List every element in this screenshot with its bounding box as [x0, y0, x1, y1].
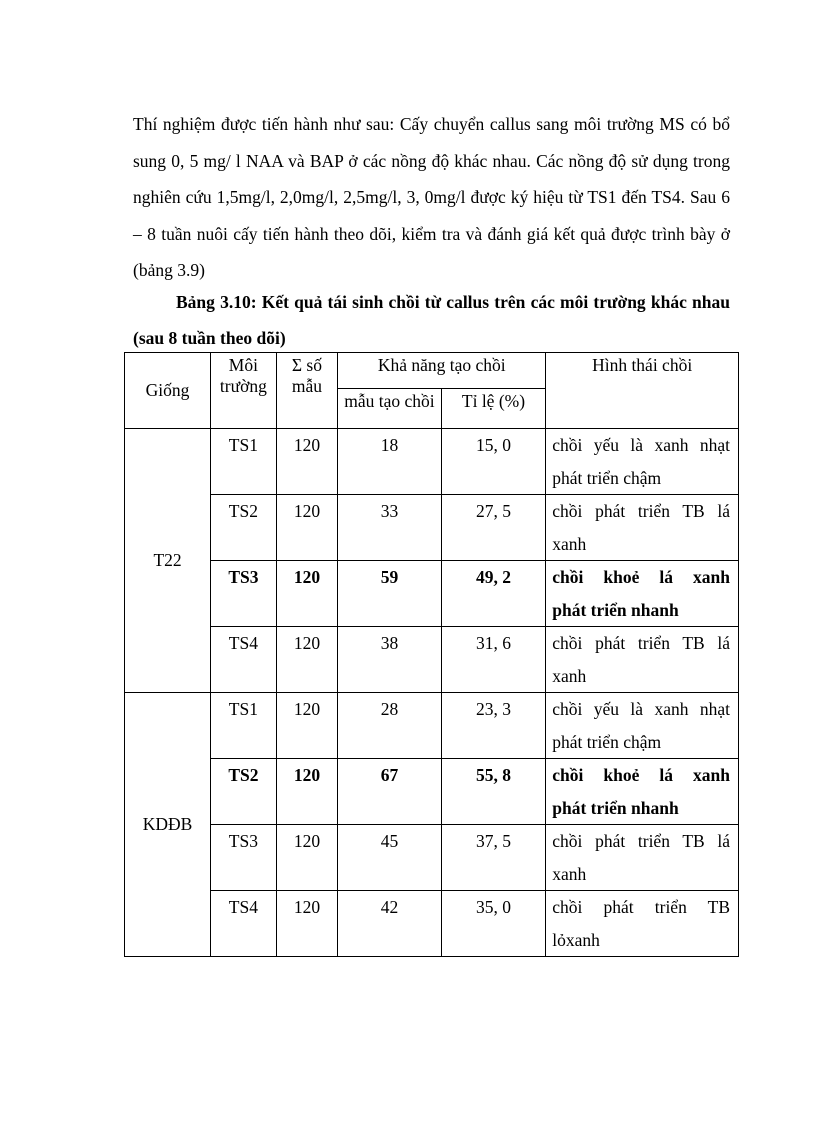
table-row	[125, 825, 739, 891]
cell-moi-truong: TS1	[211, 429, 277, 495]
hinh-thai-line1: chồi yếu là xanh nhạt	[552, 435, 730, 455]
header-hinh-thai: Hình thái chồi	[546, 353, 739, 429]
cell-mau-tao-choi: 28	[338, 693, 442, 759]
hinh-thai-line1: chồi phát triển TB lá	[552, 831, 730, 851]
cell-so-mau: 120	[276, 891, 338, 957]
results-table	[124, 352, 739, 957]
cell-moi-truong: TS1	[211, 693, 277, 759]
table-row-highlight	[125, 561, 739, 627]
cell-mau-tao-choi: 18	[338, 429, 442, 495]
table-row	[125, 891, 739, 957]
cell-mau-tao-choi: 45	[338, 825, 442, 891]
hinh-thai-line2: phát triển chậm	[552, 731, 662, 752]
cell-hinh-thai	[546, 561, 739, 627]
table-caption-text: Bảng 3.10: Kết quả tái sinh chồi từ callus trên các môi trường khác nhau (sau 8 tuần theo dõi)	[133, 292, 730, 348]
header-giong: Giống	[125, 353, 211, 429]
hinh-thai-line1: chồi khoẻ lá xanh	[552, 765, 730, 785]
cell-so-mau: 120	[276, 495, 338, 561]
header-moi-truong: Môi trường	[211, 353, 277, 429]
cell-hinh-thai	[546, 891, 739, 957]
table-row	[125, 495, 739, 561]
hinh-thai-line2: phát triển chậm	[552, 467, 662, 488]
giong-cell: T22	[125, 429, 211, 693]
cell-mau-tao-choi: 33	[338, 495, 442, 561]
hinh-thai-line2: xanh	[552, 665, 587, 686]
cell-moi-truong: TS4	[211, 891, 277, 957]
cell-mau-tao-choi: 59	[338, 561, 442, 627]
cell-ti-le: 49, 2	[441, 561, 546, 627]
hinh-thai-line2: xanh	[552, 533, 587, 554]
header-mau-tao-choi: mẫu tạo chồi	[338, 389, 442, 429]
cell-hinh-thai	[546, 627, 739, 693]
cell-ti-le: 31, 6	[441, 627, 546, 693]
cell-so-mau: 120	[276, 561, 338, 627]
cell-so-mau: 120	[276, 429, 338, 495]
cell-hinh-thai	[546, 825, 739, 891]
cell-so-mau: 120	[276, 627, 338, 693]
hinh-thai-line1: chồi phát triển TB lá	[552, 633, 730, 653]
cell-ti-le: 55, 8	[441, 759, 546, 825]
cell-mau-tao-choi: 38	[338, 627, 442, 693]
giong-cell: KDĐB	[125, 693, 211, 957]
cell-ti-le: 37, 5	[441, 825, 546, 891]
cell-moi-truong: TS2	[211, 495, 277, 561]
table-row	[125, 693, 739, 759]
cell-hinh-thai	[546, 759, 739, 825]
table-row-highlight	[125, 759, 739, 825]
cell-ti-le: 35, 0	[441, 891, 546, 957]
hinh-thai-line1: chồi khoẻ lá xanh	[552, 567, 730, 587]
hinh-thai-line2: lỏxanh	[552, 929, 600, 950]
table-row	[125, 429, 739, 495]
hinh-thai-line2: phát triển nhanh	[552, 599, 679, 620]
cell-mau-tao-choi: 42	[338, 891, 442, 957]
cell-hinh-thai	[546, 693, 739, 759]
cell-mau-tao-choi: 67	[338, 759, 442, 825]
cell-moi-truong: TS3	[211, 561, 277, 627]
cell-moi-truong: TS2	[211, 759, 277, 825]
cell-ti-le: 15, 0	[441, 429, 546, 495]
cell-moi-truong: TS3	[211, 825, 277, 891]
hinh-thai-line2: xanh	[552, 863, 587, 884]
hinh-thai-line1: chồi phát triển TB lá	[552, 501, 730, 521]
header-kha-nang: Khả năng tạo chồi	[338, 353, 546, 389]
table-caption	[133, 284, 730, 356]
cell-moi-truong: TS4	[211, 627, 277, 693]
hinh-thai-line1: chồi phát triển TB	[552, 897, 730, 917]
intro-paragraph: Thí nghiệm được tiến hành như sau: Cấy chuyển callus sang môi trường MS có bổ sung 0, 5 mg/ l NAA và BAP ở các nồng độ khác nhau. Các nồng độ sử dụng trong nghiên cứu 1,5mg/l, 2,0mg/l, 2,5mg/l, 3, 0mg/l được ký hiệu từ TS1 đến TS4. Sau 6 – 8 tuần nuôi cấy tiến hành theo dõi, kiểm tra và đánh giá kết quả được trình bày ở (bảng 3.9)	[133, 114, 730, 280]
cell-so-mau: 120	[276, 825, 338, 891]
header-so-mau: Σ số mẫu	[276, 353, 338, 429]
hinh-thai-line2: phát triển nhanh	[552, 797, 679, 818]
table-row	[125, 627, 739, 693]
header-ti-le: Tỉ lệ (%)	[441, 389, 546, 429]
cell-so-mau: 120	[276, 759, 338, 825]
hinh-thai-line1: chồi yếu là xanh nhạt	[552, 699, 730, 719]
cell-ti-le: 27, 5	[441, 495, 546, 561]
cell-hinh-thai	[546, 495, 739, 561]
cell-so-mau: 120	[276, 693, 338, 759]
cell-hinh-thai	[546, 429, 739, 495]
cell-ti-le: 23, 3	[441, 693, 546, 759]
